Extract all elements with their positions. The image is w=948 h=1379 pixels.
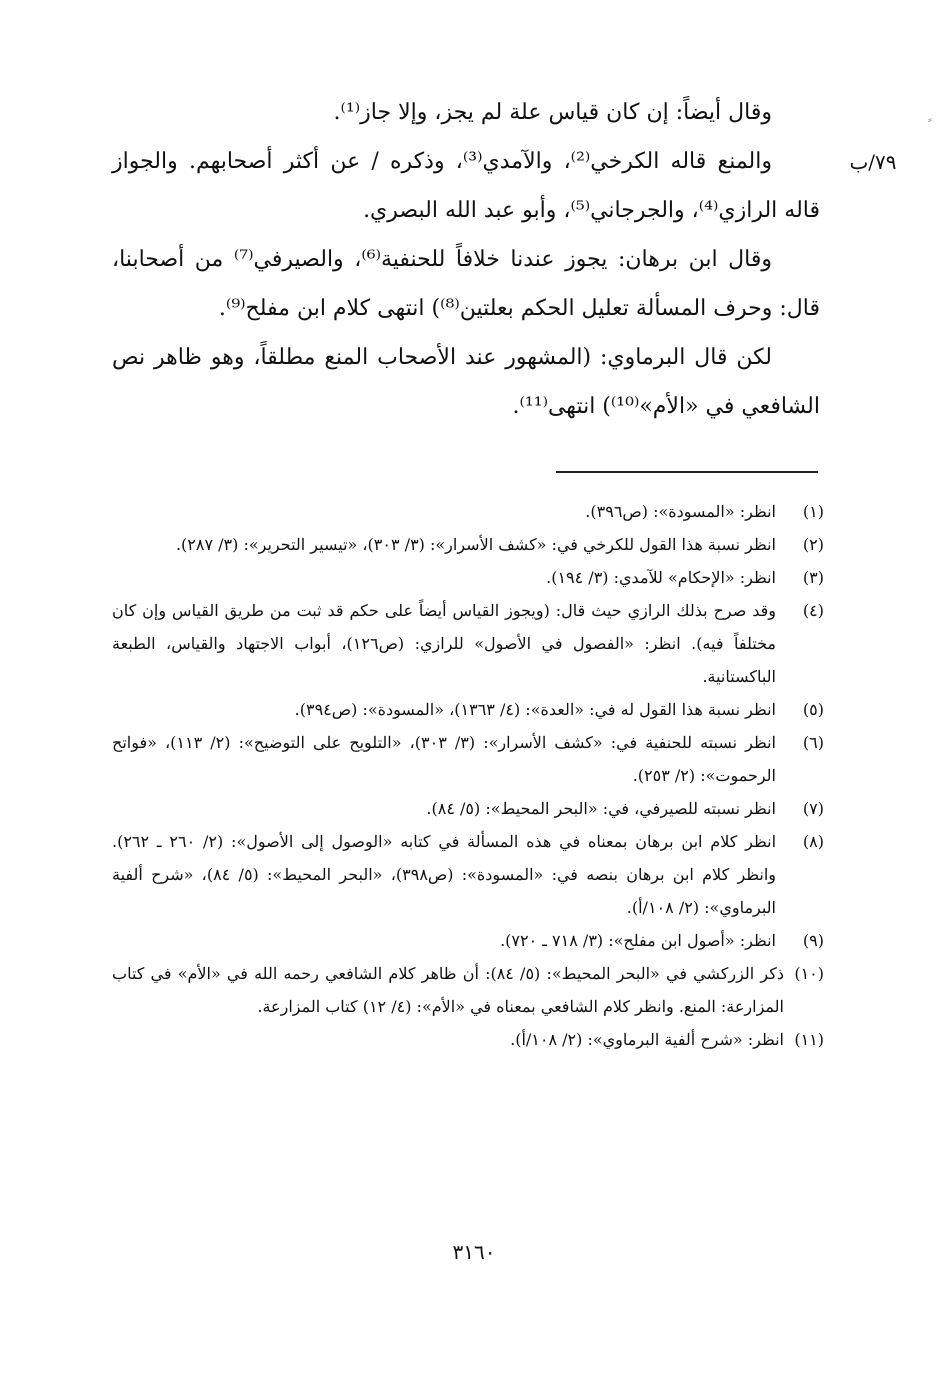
paragraph-1: وقال أيضاً: إن كان قياس علة لم يجز، وإلا جاز⁽¹⁾. [333, 100, 772, 125]
footnote-number: (٧) [802, 799, 824, 818]
paragraph-4: لكن قال البرماوي: (المشهور عند الأصحاب المنع مطلقاً، وهو ظاهر نص الشافعي في «الأم»⁽¹⁰⁾) انتهى⁽¹¹⁾. [112, 345, 820, 419]
footnote-separator [556, 471, 818, 473]
footnote-8 [112, 825, 824, 924]
footnote-text: انظر: «أصول ابن مفلح»: (٣/ ٧١٨ ـ ٧٢٠). [500, 931, 776, 950]
footnote-text: ذكر الزركشي في «البحر المحيط»: (٥/ ٨٤): أن ظاهر كلام الشافعي رحمه الله في «الأم» في كتاب المزارعة: المنع. وانظر كلام الشافعي بمعناه في «الأم»: (٤/ ١٢) كتاب المزارعة. [112, 964, 784, 1016]
footnote-11 [112, 1023, 824, 1056]
footnote-5 [112, 693, 824, 726]
footnote-number: (٩) [802, 931, 824, 950]
footnote-number: (٣) [802, 568, 824, 587]
paragraph-3: وقال ابن برهان: يجوز عندنا خلافاً للحنفية⁽⁶⁾، والصيرفي⁽⁷⁾ من أصحابنا، قال: وحرف المسألة تعليل الحكم بعلتين⁽⁸⁾) انتهى كلام ابن مفلح⁽⁹⁾. [112, 247, 820, 321]
footnote-9 [112, 924, 824, 957]
main-text [112, 88, 820, 431]
footnote-6 [112, 726, 824, 792]
footnote-number: (٢) [802, 535, 824, 554]
footnotes [112, 495, 824, 1056]
footnote-text: انظر نسبة هذا القول له في: «العدة»: (٤/ ١٣٦٣)، «المسودة»: (ص٣٩٤). [294, 700, 776, 719]
footnote-text: انظر: «المسودة»: (ص٣٩٦). [585, 502, 776, 521]
manuscript-folio-marker: ٧٩/ب [849, 150, 897, 174]
footnote-1 [112, 495, 824, 528]
footnote-text: انظر: «شرح ألفية البرماوي»: (٢/ ١٠٨/أ). [510, 1030, 784, 1049]
footnote-number: (٥) [802, 700, 824, 719]
footnote-text: انظر نسبة هذا القول للكرخي في: «كشف الأسرار»: (٣/ ٣٠٣)، «تيسير التحرير»: (٣/ ٢٨٧). [175, 535, 776, 554]
footnote-number: (١١) [794, 1030, 824, 1049]
footnote-number: (٦) [802, 733, 824, 752]
footnote-4 [112, 594, 824, 693]
footnote-text: وقد صرح بذلك الرازي حيث قال: (ويجوز القياس أيضاً على حكم قد ثبت من طريق القياس وإن كان مختلفاً فيه). انظر: «الفصول في الأصول» للرازي: (ص١٢٦)، أبواب الاجتهاد والقياس، الطبعة الباكستانية. [112, 601, 776, 686]
footnote-text: انظر: «الإحكام» للآمدي: (٣/ ١٩٤). [546, 568, 776, 587]
footnote-2 [112, 528, 824, 561]
page-number: ٣١٦٠ [452, 1240, 496, 1264]
footnote-number: (١) [802, 502, 824, 521]
footnote-number: (١٠) [794, 964, 824, 983]
footnote-text: انظر كلام ابن برهان بمعناه في هذه المسألة في كتابه «الوصول إلى الأصول»: (٢/ ٢٦٠ ـ ٢٦٢). وانظر كلام ابن برهان بنصه في: «المسودة»: (ص٣٩٨)، «البحر المحيط»: (٥/ ٨٤)، «شرح ألفية البرماوي»: (٢/ ١٠٨/أ). [112, 832, 777, 917]
footnote-number: (٤) [802, 601, 824, 620]
footnote-text: انظر نسبته للصيرفي، في: «البحر المحيط»: (٥/ ٨٤). [426, 799, 776, 818]
paragraph-2: والمنع قاله الكرخي⁽²⁾، والآمدي⁽³⁾، وذكره / عن أكثر أصحابهم. والجواز قاله الرازي⁽⁴⁾، والجرجاني⁽⁵⁾، وأبو عبد الله البصري. [112, 149, 820, 223]
footnote-10 [112, 957, 824, 1023]
scan-edge-mark: ⸗ [928, 112, 932, 126]
footnote-number: (٨) [802, 832, 824, 851]
footnote-7 [112, 792, 824, 825]
footnote-text: انظر نسبته للحنفية في: «كشف الأسرار»: (٣/ ٣٠٣)، «التلويح على التوضيح»: (٢/ ١١٣)، «فواتح الرحموت»: (٢/ ٢٥٣). [112, 733, 776, 785]
footnote-3 [112, 561, 824, 594]
